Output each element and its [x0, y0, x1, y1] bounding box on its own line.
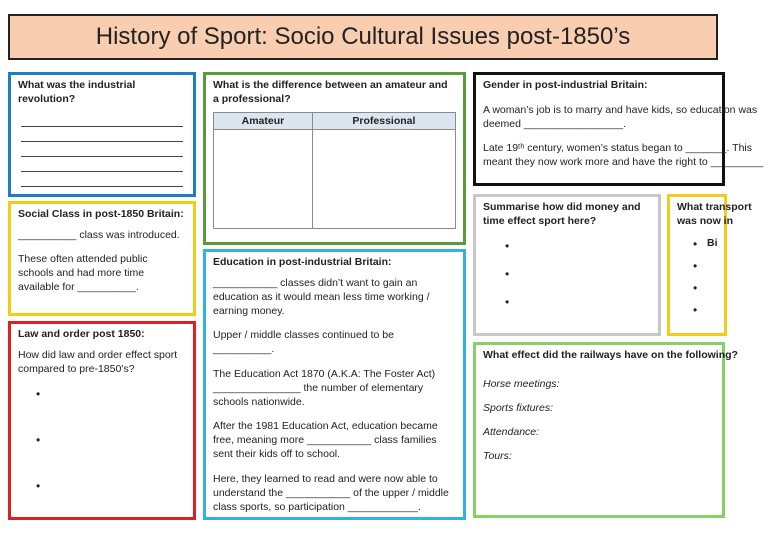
- amateur-cell[interactable]: [214, 130, 313, 229]
- transport-bullets: [693, 236, 773, 320]
- law-order-question: How did law and order effect sport compared to pre-1850’s?: [18, 348, 178, 375]
- amateur-professional-table: [213, 112, 456, 229]
- answer-line[interactable]: [21, 127, 183, 142]
- law-order-bullets: [36, 386, 186, 508]
- education-box: [203, 249, 466, 520]
- amateur-column-header: Amateur: [214, 113, 313, 130]
- education-heading: Education in post-industrial Britain:: [213, 256, 392, 268]
- bullet-item[interactable]: [505, 238, 651, 266]
- railways-heading: What effect did the railways have on the following?: [483, 349, 738, 361]
- transport-first-item: Bi: [707, 237, 718, 250]
- education-text-4: After the 1981 Education Act, education became free, meaning more ___________ class families sent their kids off to school.: [213, 420, 438, 461]
- railways-box: [473, 342, 738, 518]
- bullet-item[interactable]: [36, 432, 186, 478]
- bullet-item[interactable]: [693, 236, 773, 258]
- industrial-revolution-heading: What was the industrial revolution?: [18, 79, 136, 105]
- bullet-item[interactable]: [36, 386, 186, 432]
- amateur-professional-heading: What is the difference between an amateur and a professional?: [213, 79, 448, 105]
- bullet-item[interactable]: [693, 258, 773, 280]
- bullet-item[interactable]: [505, 294, 651, 314]
- social-class-text-1: __________ class was introduced.: [18, 228, 180, 241]
- answer-lines: [18, 112, 186, 187]
- answer-line[interactable]: [21, 172, 183, 187]
- bullet-item[interactable]: [693, 280, 773, 302]
- social-class-box: [8, 201, 196, 316]
- summarise-bullets: [505, 238, 651, 314]
- industrial-revolution-box: [8, 72, 196, 197]
- education-text-3: The Education Act 1870 (A.K.A: The Foster Act) _______________ the number of elementary schools nationwide.: [213, 367, 436, 408]
- social-class-text-2: These often attended public schools and had more time available for __________.: [18, 252, 148, 294]
- gender-box: [473, 72, 764, 186]
- education-text-1: ___________ classes didn’t want to gain an education as it would mean less time working / earning money.: [213, 276, 430, 317]
- professional-cell[interactable]: [312, 130, 455, 229]
- education-text-2: Upper / middle classes continued to be __________.: [213, 329, 394, 356]
- bullet-item[interactable]: [693, 302, 773, 320]
- bullet-item[interactable]: [505, 266, 651, 294]
- gender-text-1: A woman’s job is to marry and have kids, so education was deemed _________________.: [483, 103, 758, 130]
- amateur-professional-box: [203, 72, 466, 245]
- answer-line[interactable]: [21, 112, 183, 127]
- professional-column-header: Professional: [312, 113, 455, 130]
- transport-heading: What transport was now in: [677, 201, 752, 227]
- education-text-5: Here, they learned to read and were now able to understand the ___________ of the upper / middle class sports, so participation ____________.: [213, 472, 449, 513]
- law-order-box: [8, 321, 196, 520]
- answer-line[interactable]: [21, 157, 183, 172]
- social-class-heading: Social Class in post-1850 Britain:: [18, 208, 184, 220]
- answer-line[interactable]: [21, 142, 183, 157]
- summarise-heading: Summarise how did money and time effect sport here?: [483, 201, 641, 227]
- railways-horse-meetings: Horse meetings:: [483, 377, 560, 390]
- page-title: History of Sport: Socio Cultural Issues post-1850’s: [8, 14, 718, 60]
- summarise-box: [473, 194, 661, 336]
- railways-attendance: Attendance:: [483, 425, 540, 438]
- railways-tours: Tours:: [483, 450, 512, 463]
- transport-box: [667, 194, 752, 336]
- bullet-item[interactable]: [36, 478, 186, 508]
- gender-text-2: Late 19ᵗʰ century, women’s status began to _______. This meant they now work more and have the right to _________: [483, 141, 764, 169]
- railways-sports-fixtures: Sports fixtures:: [483, 401, 554, 414]
- law-order-heading: Law and order post 1850:: [18, 328, 145, 340]
- gender-heading: Gender in post-industrial Britain:: [483, 79, 648, 91]
